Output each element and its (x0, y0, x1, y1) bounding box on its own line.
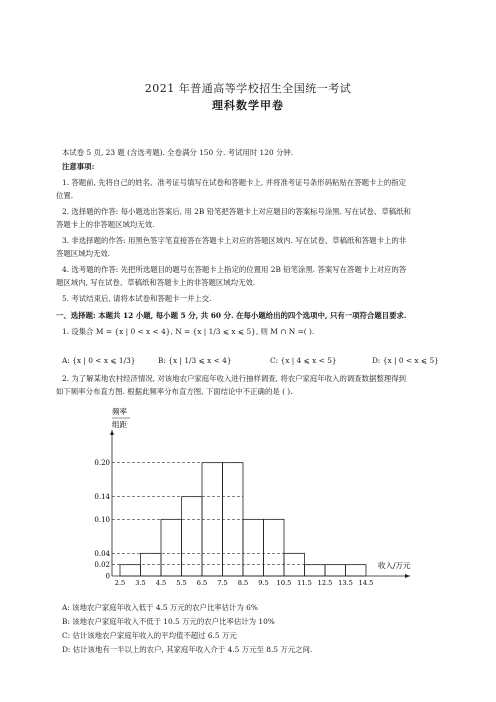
x-tick-label: 3.5 (135, 579, 146, 587)
q1-option-d: D: {x | 0 < x ⩽ 5} (372, 356, 439, 365)
x-tick-label: 8.5 (237, 579, 249, 587)
q1-stem: 1. 设集合 M = {x | 0 < x < 4}, N = {x | 1/3 ⩽ x ⩽ 5}, 则 M ∩ N =( ). (62, 327, 315, 336)
q2-stem-line: 2. 为了解某地农村经济情况, 对该地农户家庭年收入进行抽样调查, 将农户家庭年收入的调查数据整理得到 (62, 374, 406, 383)
q2-option-a: A: 该地农户家庭年收入低于 4.5 万元的农户比率估计为 6% (62, 603, 258, 612)
histogram-bar (264, 519, 285, 576)
notice-line: 题区域内, 写在试卷、草稿纸和答题卡上的非答题区域均无效. (56, 278, 256, 287)
x-tick-label: 5.5 (176, 579, 187, 587)
y-tick-label: 0.04 (94, 549, 110, 558)
histogram-bar (305, 565, 326, 576)
q2-option-c: C: 估计该地农户家庭年收入的平均值不超过 6.5 万元 (62, 631, 237, 640)
x-tick-label: 10.5 (276, 579, 292, 587)
q2-option-b: B: 该地农户家庭年收入不低于 10.5 万元的农户比率估计为 10% (62, 617, 275, 626)
y-axis-label-top: 频率 (112, 407, 127, 416)
y-tick-label: 0.02 (94, 561, 110, 570)
y-tick-label: 0 (105, 572, 110, 581)
y-tick-label: 0.14 (94, 493, 110, 502)
notice-line: 答题卡上的非答题区域均无效. (56, 220, 155, 229)
histogram-bar (325, 565, 346, 576)
notice-line: 4. 选考题的作答: 先把所选题目的题号在答题卡上指定的位置用 2B 铅笔涂黑. 答案写在答题卡上对应的答 (62, 265, 407, 274)
x-tick-label: 4.5 (155, 579, 167, 587)
x-tick-label: 12.5 (317, 579, 333, 587)
notice-line: 3. 非选择题的作答: 用黑色签字笔直接答在答题卡上对应的答题区域内. 写在试卷、草稿纸和答题卡上的非 (62, 236, 407, 245)
x-tick-label: 2.5 (114, 579, 126, 587)
exam-title: 2021 年普通高等学校招生全国统一考试 (144, 82, 352, 95)
x-tick-label: 11.5 (297, 579, 312, 587)
x-tick-label: 14.5 (358, 579, 374, 587)
q1-option-b: B: {x | 1/3 ⩽ x < 4} (158, 356, 232, 365)
notice-line: 位置. (56, 191, 74, 200)
histogram-bar (120, 565, 141, 576)
q2-option-d: D: 估计该地有一半以上的农户, 其家庭年收入介于 4.5 万元至 8.5 万元之间. (62, 645, 313, 654)
notice-line: 2. 选择题的作答: 每小题选出答案后, 用 2B 铅笔把答题卡上对应题目的答案标号涂黑. 写在试卷、草稿纸和 (62, 207, 411, 216)
notice-title: 注意事项: (62, 162, 95, 171)
intro-text: 本试卷 5 页, 23 题 (含选考题). 全卷满分 150 分. 考试用时 120 分钟. (62, 148, 294, 157)
q1-option-c: C: {x | 4 ⩽ x < 5} (270, 356, 337, 365)
q2-stem-line: 如下频率分布直方图. 根据此频率分布直方图, 下面结论中不正确的是 ( ). (56, 387, 293, 396)
y-axis-arrow (110, 430, 114, 435)
x-axis-arrow (405, 574, 410, 578)
x-tick-label: 9.5 (258, 579, 269, 587)
x-tick-label: 13.5 (338, 579, 353, 587)
section-heading: 一、选择题: 本题共 12 小题, 每小题 5 分, 共 60 分. 在每小题给出的四个选项中, 只有一项符合题目要求. (56, 311, 407, 320)
histogram-bar (346, 565, 367, 576)
exam-subtitle: 理科数学甲卷 (212, 99, 284, 112)
histogram-bar (182, 497, 203, 576)
y-axis-label-bottom: 组距 (112, 420, 127, 429)
y-tick-label: 0.20 (94, 459, 110, 468)
notice-line: 1. 答题前, 先将自己的姓名、准考证号填写在试卷和答题卡上, 并将准考证号条形码粘贴在答题卡上的指定 (62, 178, 406, 187)
histogram-bar (161, 519, 182, 576)
notice-line: 5. 考试结束后, 请将本试卷和答题卡一并上交. (62, 294, 212, 303)
y-tick-label: 0.10 (94, 515, 110, 524)
q1-option-a: A: {x | 0 < x ⩽ 1/3} (62, 356, 136, 365)
frequency-histogram (60, 400, 440, 595)
x-tick-label: 7.5 (217, 579, 228, 587)
x-tick-label: 6.5 (196, 579, 208, 587)
x-axis-label: 收入/万元 (378, 561, 411, 570)
histogram-bar (243, 519, 264, 576)
notice-line: 答题区域均无效. (56, 249, 111, 258)
